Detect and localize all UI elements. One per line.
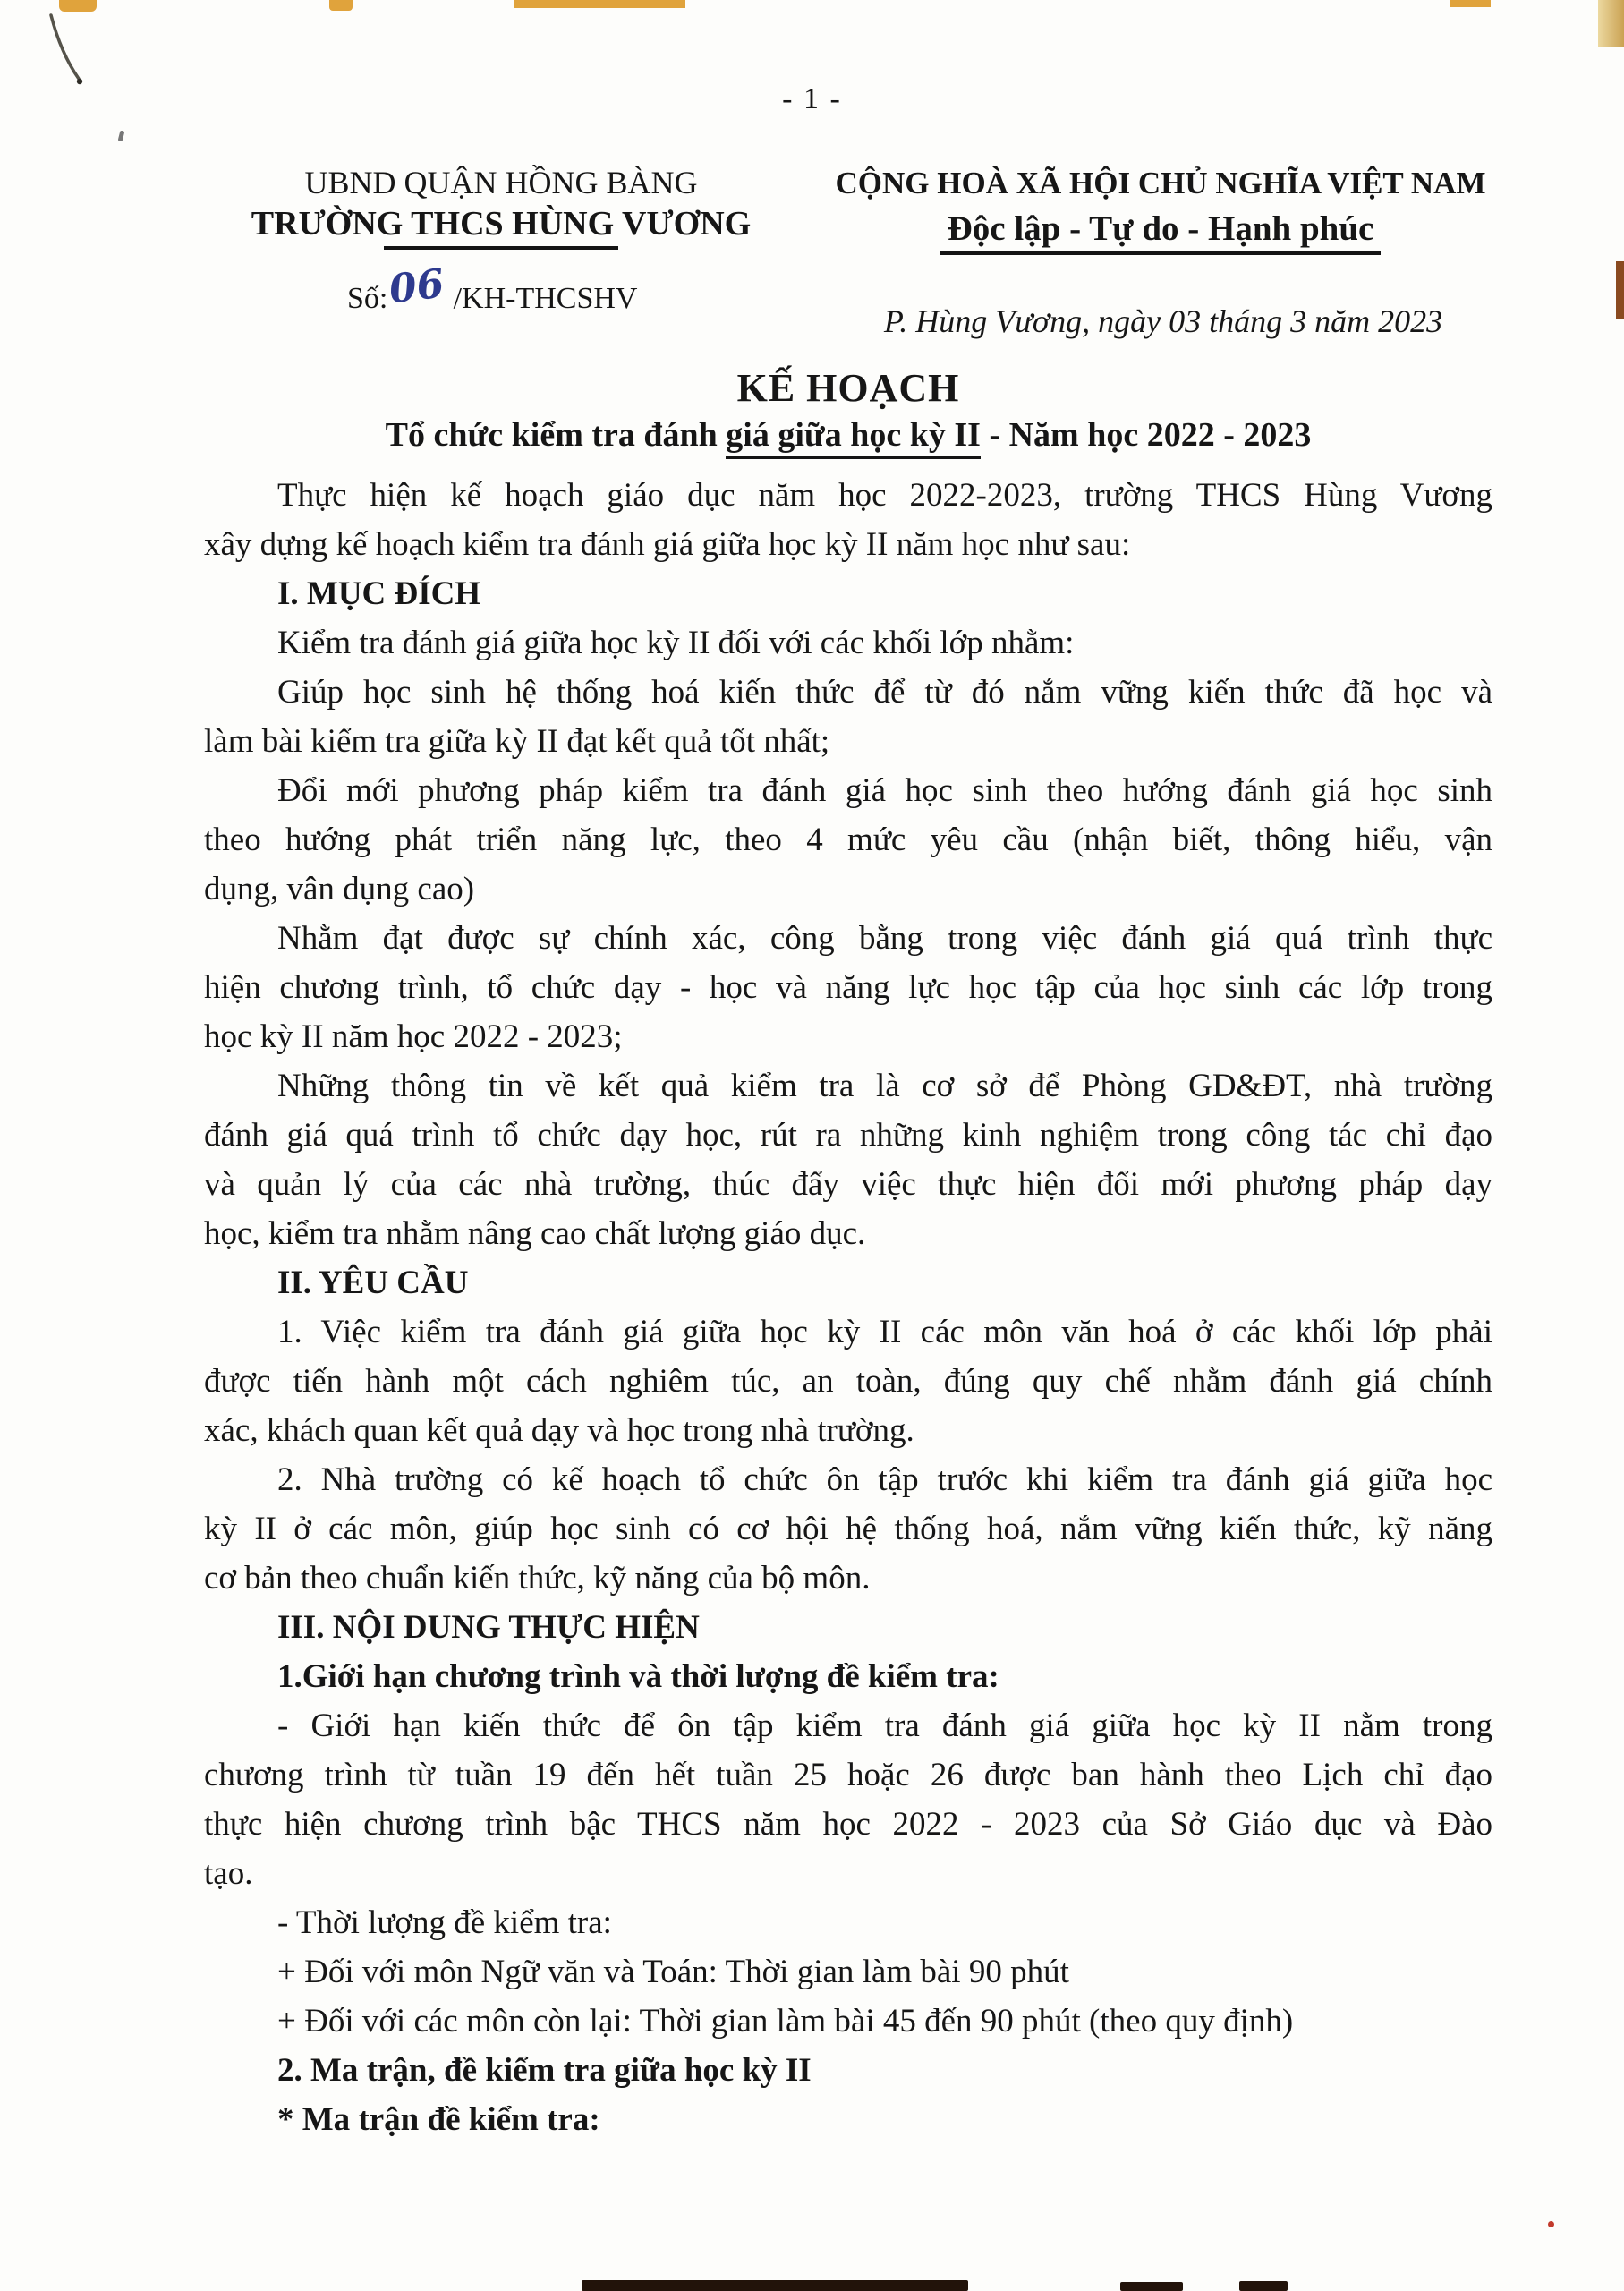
body-line: hiện chương trình, tổ chức dạy - học và năng lực học tập của học sinh các lớp trong — [204, 969, 1492, 1006]
right-edge-stain — [1616, 261, 1624, 319]
red-dot-mark — [1548, 2221, 1554, 2227]
subtitle-post: - Năm học 2022 - 2023 — [980, 416, 1312, 454]
highlight-mark-top-strip — [514, 0, 685, 8]
document-subtitle — [204, 415, 1492, 455]
body-line: làm bài kiểm tra giữa kỳ II đạt kết quả tốt nhất; — [204, 723, 830, 760]
body-line: thực hiện chương trình bậc THCS năm học 2022 - 2023 của Sở Giáo dục và Đào — [204, 1806, 1492, 1843]
subtitle-underlined: giá giữa học kỳ II — [726, 416, 981, 459]
document-title: KẾ HOẠCH — [736, 366, 960, 410]
page-number: - 1 - — [782, 82, 842, 115]
doc-number-line — [347, 260, 638, 318]
body-line: 2. Nhà trường có kế hoạch tổ chức ôn tập trước khi kiểm tra đánh giá giữa học — [277, 1461, 1492, 1498]
school-name-underline — [384, 246, 618, 250]
org-parent-name: UBND QUẬN HỒNG BÀNG — [304, 165, 698, 200]
body-line: 1.Giới hạn chương trình và thời lượng đề kiểm tra: — [277, 1658, 999, 1695]
doc-number-handwritten-value: 06 — [387, 260, 447, 313]
place-date-line: P. Hùng Vương, ngày 03 tháng 3 năm 2023 — [883, 303, 1443, 339]
body-line: 1. Việc kiểm tra đánh giá giữa học kỳ II các môn văn hoá ở các khối lớp phải — [277, 1314, 1492, 1350]
body-line: tạo. — [204, 1855, 253, 1892]
body-line: và quản lý của các nhà trường, thúc đẩy việc thực hiện đổi mới phương pháp dạy — [204, 1166, 1492, 1203]
page-corner-stain — [1598, 0, 1624, 47]
body-line: 2. Ma trận, đề kiểm tra giữa học kỳ II — [277, 2052, 812, 2089]
scan-bar-small-1 — [1120, 2282, 1183, 2291]
body-line: I. MỤC ĐÍCH — [277, 575, 481, 612]
body-line: + Đối với môn Ngữ văn và Toán: Thời gian làm bài 90 phút — [277, 1954, 1069, 1990]
scan-bar-small-2 — [1239, 2281, 1288, 2291]
body-line: - Thời lượng đề kiểm tra: — [277, 1904, 612, 1941]
scan-bar-long — [582, 2280, 968, 2291]
body-line: xác, khách quan kết quả dạy và học trong nhà trường. — [204, 1412, 914, 1449]
body-line: Giúp học sinh hệ thống hoá kiến thức để từ đó nắm vững kiến thức đã học và — [277, 674, 1492, 711]
body-line: II. YÊU CẦU — [277, 1265, 469, 1301]
doc-number-label: Số: — [347, 282, 388, 315]
body-line: - Giới hạn kiến thức để ôn tập kiểm tra đánh giá giữa học kỳ II nằm trong — [277, 1708, 1492, 1744]
body-line: + Đối với các môn còn lại: Thời gian làm bài 45 đến 90 phút (theo quy định) — [277, 2003, 1294, 2040]
ink-speck-mark — [118, 131, 125, 142]
body-line: học, kiểm tra nhằm nâng cao chất lượng giáo dục. — [204, 1215, 866, 1252]
body-line: dụng, vân dụng cao) — [204, 871, 475, 907]
body-line: III. NỘI DUNG THỰC HIỆN — [277, 1609, 700, 1646]
subtitle-pre: Tổ chức kiểm tra đánh — [385, 416, 727, 454]
highlight-mark-top-right-strip — [1450, 0, 1491, 7]
doc-number-suffix: /KH-THCSHV — [453, 282, 638, 315]
body-line: xây dựng kế hoạch kiểm tra đánh giá giữa học kỳ II năm học như sau: — [204, 526, 1131, 563]
highlight-mark-top-small — [329, 0, 353, 11]
body-line: Những thông tin về kết quả kiểm tra là cơ sở để Phòng GD&ĐT, nhà trường — [277, 1068, 1492, 1104]
document-body — [204, 471, 1492, 2144]
body-line: Thực hiện kế hoạch giáo dục năm học 2022-2023, trường THCS Hùng Vương — [277, 477, 1492, 514]
body-line: Nhằm đạt được sự chính xác, công bằng trong việc đánh giá quá trình thực — [277, 920, 1492, 957]
body-line: đánh giá quá trình tổ chức dạy học, rút ra những kinh nghiệm trong công tác chỉ đạo — [204, 1117, 1492, 1154]
national-title: CỘNG HOÀ XÃ HỘI CHỦ NGHĨA VIỆT NAM — [835, 166, 1486, 200]
national-header-block — [816, 163, 1505, 255]
national-motto: Độc lập - Tự do - Hạnh phúc — [940, 209, 1382, 255]
body-line: được tiến hành một cách nghiêm túc, an toàn, đúng quy chế nhằm đánh giá chính — [204, 1363, 1492, 1400]
body-line: học kỳ II năm học 2022 - 2023; — [204, 1018, 623, 1055]
body-line: chương trình từ tuần 19 đến hết tuần 25 hoặc 26 được ban hành theo Lịch chỉ đạo — [204, 1757, 1492, 1793]
issuing-org-block — [224, 163, 778, 250]
school-name: TRƯỜNG THCS HÙNG VƯƠNG — [251, 205, 752, 243]
body-line: kỳ II ở các môn, giúp học sinh có cơ hội hệ thống hoá, nắm vững kiến thức, kỹ năng — [204, 1511, 1492, 1547]
body-line: cơ bản theo chuẩn kiến thức, kỹ năng của bộ môn. — [204, 1560, 871, 1597]
pen-stroke-mark — [39, 11, 95, 93]
body-line: Kiểm tra đánh giá giữa học kỳ II đối với các khối lớp nhằm: — [277, 625, 1075, 661]
body-line: Đổi mới phương pháp kiểm tra đánh giá học sinh theo hướng đánh giá học sinh — [277, 772, 1492, 809]
body-line: * Ma trận đề kiểm tra: — [277, 2101, 600, 2138]
body-line: theo hướng phát triển năng lực, theo 4 mức yêu cầu (nhận biết, thông hiểu, vận — [204, 822, 1492, 858]
